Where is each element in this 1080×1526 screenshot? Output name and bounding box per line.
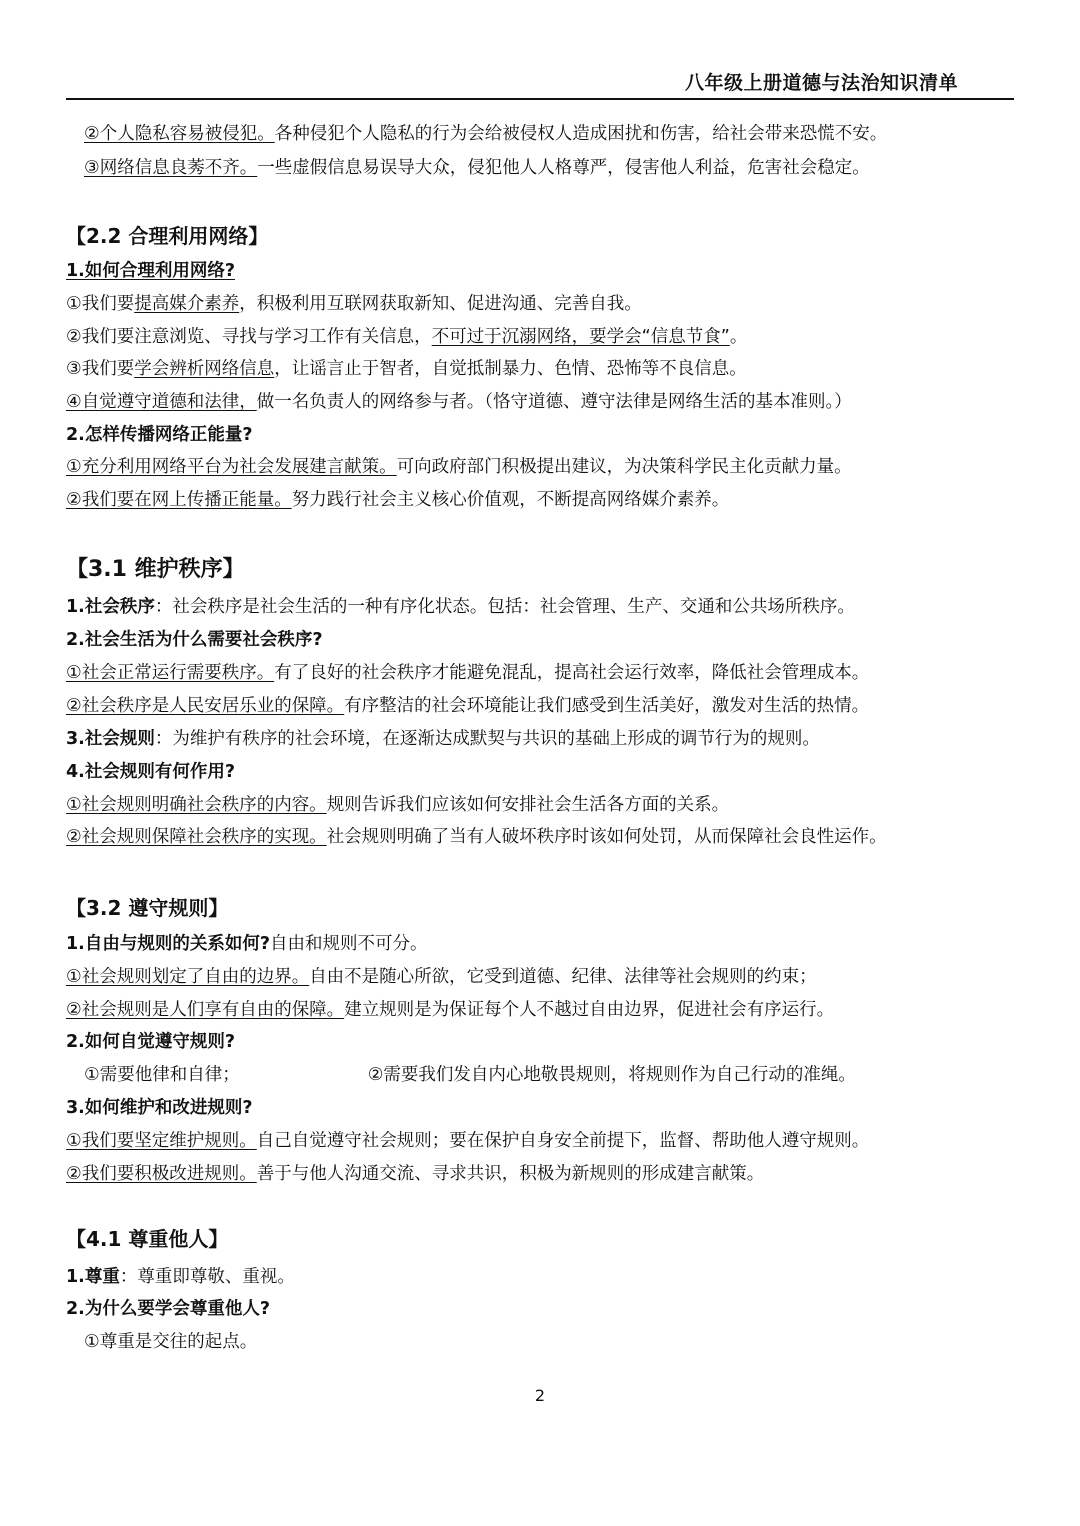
text-line: ①我们要坚定维护规则。自己自觉遵守社会规则；要在保护自身安全前提下，监督、帮助他人遵守规则。 [66,1131,870,1151]
text-line: 3.社会规则：为维护有秩序的社会环境，在逐渐达成默契与共识的基础上形成的调节行为的规则。 [66,729,820,749]
text-line: ①社会规则划定了自由的边界。自由不是随心所欲，它受到道德、纪律、法律等社会规则的约束； [66,967,817,987]
text-line: 1.尊重：尊重即尊敬、重视。 [66,1267,295,1287]
text-line: ②社会规则保障社会秩序的实现。社会规则明确了当有人破坏秩序时该如何处罚，从而保障社会良性运作。 [66,827,887,847]
text-line: 1.自由与规则的关系如何?自由和规则不可分。 [66,934,428,954]
page-header [66,66,1014,100]
text-line: ①需要他律和自律； ②需要我们发自内心地敬畏规则，将规则作为自己行动的准绳。 [84,1065,856,1085]
text-line: ①我们要提高媒介素养，积极利用互联网获取新知、促进沟通、完善自我。 [66,294,642,314]
section-title-2-2: 【2.2 合理利用网络】 [66,224,269,248]
text-line: ①社会规则明确社会秩序的内容。规则告诉我们应该如何安排社会生活各方面的关系。 [66,795,730,815]
text-line: ①尊重是交往的起点。 [84,1332,258,1352]
text-line: ①充分利用网络平台为社会发展建言献策。可向政府部门积极提出建议，为决策科学民主化贡献力量。 [66,457,852,477]
question-heading: 2.为什么要学会尊重他人? [66,1299,270,1319]
question-heading: 2.如何自觉遵守规则? [66,1032,235,1052]
question-heading: 2.社会生活为什么需要社会秩序? [66,630,323,650]
section-title-3-2: 【3.2 遵守规则】 [66,896,229,920]
question-heading: 1.如何合理利用网络? [66,261,235,281]
text-line: ②我们要在网上传播正能量。努力践行社会主义核心价值观，不断提高网络媒介素养。 [66,490,730,510]
text-line: ②我们要注意浏览、寻找与学习工作有关信息，不可过于沉溺网络，要学会“信息节食”。 [66,327,748,347]
text-line: ③网络信息良莠不齐。一些虚假信息易误导大众，侵犯他人人格尊严，侵害他人利益，危害社会稳定。 [84,158,870,178]
text-line: 1.社会秩序：社会秩序是社会生活的一种有序化状态。包括：社会管理、生产、交通和公共场所秩序。 [66,597,855,617]
text-line: ②社会规则是人们享有自由的保障。建立规则是为保证每个人不越过自由边界，促进社会有序运行。 [66,1000,835,1020]
text-line: ④自觉遵守道德和法律，做一名负责人的网络参与者。（恪守道德、遵守法律是网络生活的基本准则。） [66,392,852,412]
section-title-4-1: 【4.1 尊重他人】 [66,1227,229,1251]
question-heading: 4.社会规则有何作用? [66,762,235,782]
page-number: 2 [534,1386,546,1405]
section-title-3-1: 【3.1 维护秩序】 [66,557,245,582]
question-heading: 2.怎样传播网络正能量? [66,425,253,445]
text-line: ③我们要学会辨析网络信息，让谣言止于智者，自觉抵制暴力、色情、恐怖等不良信息。 [66,359,747,379]
text-line: ①社会正常运行需要秩序。有了良好的社会秩序才能避免混乱，提高社会运行效率，降低社会管理成本。 [66,663,870,683]
text-line: ②社会秩序是人民安居乐业的保障。有序整洁的社会环境能让我们感受到生活美好，激发对生活的热情。 [66,696,870,716]
text-line: ②个人隐私容易被侵犯。各种侵犯个人隐私的行为会给被侵权人造成困扰和伤害，给社会带来恐慌不安。 [84,124,888,144]
text-line: ②我们要积极改进规则。善于与他人沟通交流、寻求共识，积极为新规则的形成建言献策。 [66,1164,765,1184]
header-title: 八年级上册道德与法治知识清单 [684,72,958,94]
question-heading: 3.如何维护和改进规则? [66,1098,253,1118]
